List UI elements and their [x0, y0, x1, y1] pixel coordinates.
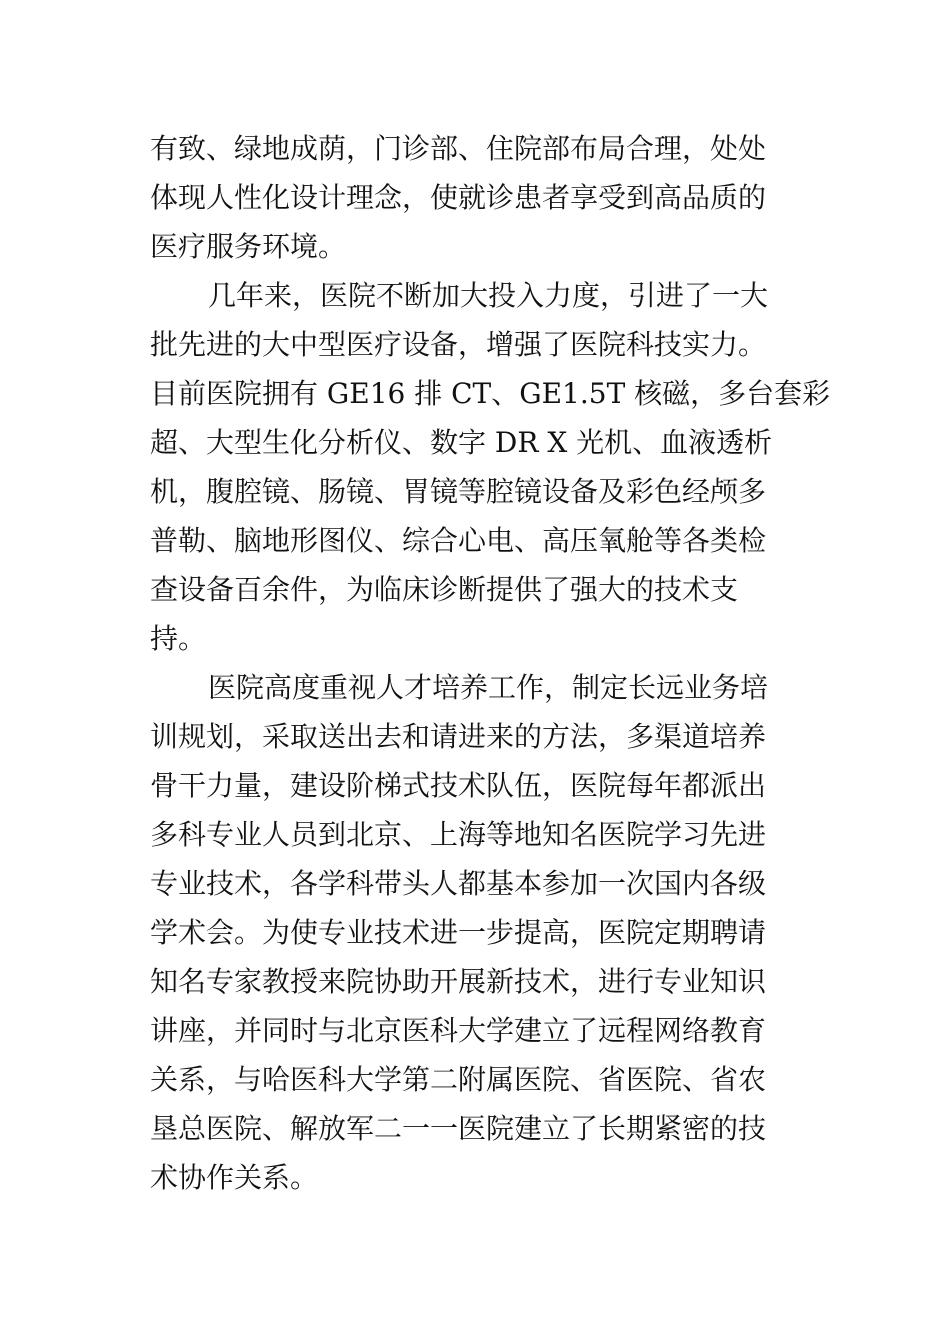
paragraph-line: 查设备百余件，为临床诊断提供了强大的技术支 — [150, 573, 739, 606]
paragraph-line: 批先进的大中型医疗设备，增强了医院科技实力。 — [150, 328, 767, 361]
paragraph-1 — [150, 124, 810, 271]
paragraph-2 — [150, 271, 831, 663]
paragraph-line: 持。 — [150, 622, 207, 655]
paragraph-line: 多科专业人员到北京、上海等地知名医院学习先进 — [150, 818, 767, 851]
paragraph-line: 医疗服务环境。 — [150, 230, 347, 263]
document-body — [150, 124, 831, 1202]
paragraph-line: 关系，与哈医科大学第二附属医院、省医院、省农 — [150, 1063, 767, 1096]
paragraph-line: 普勒、脑地形图仪、综合心电、高压氧舱等各类检 — [150, 524, 767, 557]
paragraph-line: 垦总医院、解放军二一一医院建立了长期紧密的技 — [150, 1112, 767, 1145]
paragraph-line: 骨干力量，建设阶梯式技术队伍，医院每年都派出 — [150, 769, 767, 802]
paragraph-line: 讲座，并同时与北京医科大学建立了远程网络教育 — [150, 1014, 767, 1047]
paragraph-line: 训规划，采取送出去和请进来的方法，多渠道培养 — [150, 720, 767, 753]
paragraph-3 — [150, 663, 810, 1202]
paragraph-line: 机，腹腔镜、肠镜、胃镜等腔镜设备及彩色经颅多 — [150, 475, 767, 508]
paragraph-line: 知名专家教授来院协助开展新技术，进行专业知识 — [150, 965, 767, 998]
paragraph-first-line: 医院高度重视人才培养工作，制定长远业务培 — [208, 671, 769, 704]
paragraph-line: 超、大型生化分析仪、数字 DR X 光机、血液透析 — [150, 426, 773, 459]
paragraph-line: 术协作关系。 — [150, 1161, 319, 1194]
paragraph-line: 体现人性化设计理念，使就诊患者享受到高品质的 — [150, 181, 767, 214]
paragraph-first-line: 几年来，医院不断加大投入力度，引进了一大 — [208, 279, 769, 312]
paragraph-line: 目前医院拥有 GE16 排 CT、GE1.5T 核磁，多台套彩 — [150, 377, 831, 410]
paragraph-line: 学术会。为使专业技术进一步提高，医院定期聘请 — [150, 916, 767, 949]
paragraph-line: 有致、绿地成荫，门诊部、住院部布局合理，处处 — [150, 132, 767, 165]
paragraph-line: 专业技术，各学科带头人都基本参加一次国内各级 — [150, 867, 767, 900]
